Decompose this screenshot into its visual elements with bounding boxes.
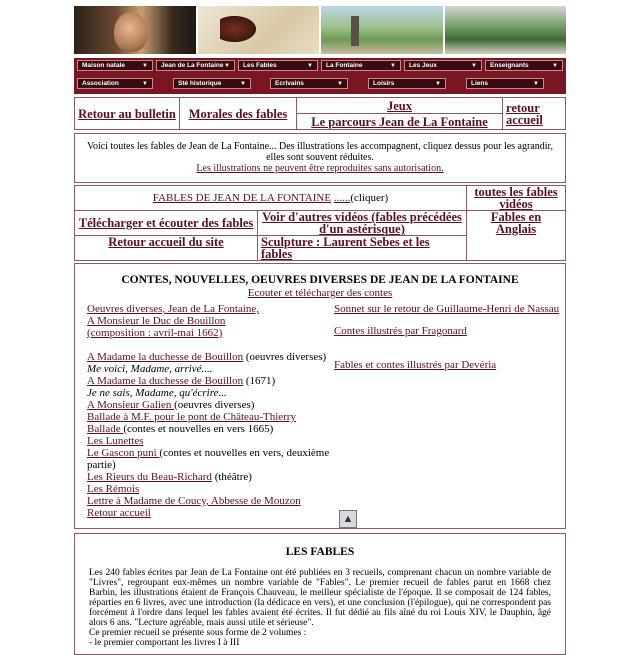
les-fables-line-2: Ce premier recueil se présente sous forme de 2 volumes : xyxy=(89,628,307,638)
header-photos xyxy=(74,6,566,54)
garden-image[interactable] xyxy=(321,6,443,54)
je-ne-sais-quote: Je ne sais, Madame, qu'écrire... xyxy=(87,387,227,399)
retour-accueil-contes-link[interactable]: Retour accueil xyxy=(87,507,151,519)
chevron-down-icon: ▼ xyxy=(142,80,148,87)
copyright-notice: Les illustrations ne peuvent être reproduites sans autorisation. xyxy=(196,163,444,174)
retour-accueil-link[interactable]: retour accueil xyxy=(506,100,543,127)
fables-links-table xyxy=(74,185,566,261)
menu-label: Ecrivains xyxy=(275,80,304,87)
menu-les-jeux[interactable] xyxy=(404,60,482,71)
menu-label: Jean de La Fontaine xyxy=(161,62,224,69)
dots-link[interactable]: ...... xyxy=(333,192,351,204)
galien-link[interactable]: A Monsieur Galien xyxy=(87,399,175,411)
portrait-image[interactable] xyxy=(74,6,196,54)
sonnet-nassau-link[interactable]: Sonnet sur le retour de Guillaume-Henri de Nassau xyxy=(333,303,560,315)
page xyxy=(74,6,566,655)
menu-label: Association xyxy=(82,80,119,87)
telecharger-link[interactable]: Télécharger et écouter des fables xyxy=(78,216,254,230)
duc-bouillon-link[interactable]: A Monsieur le Duc de Bouillon xyxy=(87,315,226,327)
duchesse-bouillon-link-2[interactable]: A Madame la duchesse de Bouillon xyxy=(87,375,244,387)
chevron-down-icon: ▼ xyxy=(533,80,539,87)
ballade-mf-link[interactable]: Ballade à M.F. pour le pont de Château-Thierry xyxy=(87,411,296,423)
videos-link[interactable]: toutes les fables vidéos xyxy=(474,185,558,211)
duchesse-bouillon-link-1[interactable]: A Madame la duchesse de Bouillon xyxy=(87,351,244,363)
chevron-down-icon: ▼ xyxy=(307,62,313,69)
menu-loisirs[interactable] xyxy=(368,78,446,89)
nav-bar xyxy=(74,58,566,94)
morales-des-fables-link[interactable]: Morales des fables xyxy=(188,106,288,121)
menu-enseignants[interactable] xyxy=(485,60,563,71)
les-fables-section xyxy=(74,533,566,655)
menu-jean-de-la-fontaine[interactable] xyxy=(156,60,235,71)
sculpture-link[interactable]: Sculpture : Laurent Sebes et les fables xyxy=(261,235,430,261)
menu-maison-natale[interactable] xyxy=(77,60,153,71)
duchesse-note-1: (oeuvres diverses) xyxy=(243,351,327,363)
les-fables-line-3: - le premier comportant les livres I à III xyxy=(89,638,240,648)
menu-la-fontaine[interactable] xyxy=(321,60,401,71)
lettre-coucy-link[interactable]: Lettre à Madame de Coucy, Abbesse de Mouzon xyxy=(87,495,301,507)
intro-text: Voici toutes les fables de Jean de La Fontaine... Des illustrations les accompagnent, cliquez dessus pour les agrandir, elles sont souvent réduites. xyxy=(87,141,553,163)
menu-les-fables[interactable] xyxy=(238,60,318,71)
chevron-down-icon: ▼ xyxy=(471,62,477,69)
menu-label: Maison natale xyxy=(82,62,125,69)
menu-label: Sté historique xyxy=(178,80,222,87)
menu-liens[interactable] xyxy=(466,78,544,89)
lunettes-link[interactable]: Les Lunettes xyxy=(87,435,144,447)
chevron-down-icon: ▼ xyxy=(337,80,343,87)
house-image[interactable] xyxy=(445,6,567,54)
contes-left-column xyxy=(87,303,334,519)
chevron-down-icon: ▼ xyxy=(224,62,230,69)
contes-section xyxy=(74,263,566,529)
les-fables-paragraph: Les 240 fables écrites par Jean de La Fontaine ont été publiées en 3 recueils, comprenant chacun un nombre variable de "Livres", regroupant eux-mêmes un nombre variable de "Fables". Le premier recueil de fables parut en 1668 chez Barbin, les illustrations étaient de François Chauveau, le meilleur spécialiste de l'époque. Il se composait de 124 fables, réparties en 6 livres, avec une introduction (la dédicace en vers), et une conclusion (l'épilogue), qui ne correspondent pas forcément à l'ordre dans lequel les fables avaient été écrites. Il fut dédié au fils aîné du roi Louis XIV, le Dauphin, âgé alors 6 ans. "Lecture agréable, mais aussi utile et sérieuse". xyxy=(89,568,551,628)
fable-illustration-image[interactable] xyxy=(198,6,320,54)
ballade-link[interactable]: Ballade xyxy=(87,423,124,435)
menu-ste-historique[interactable] xyxy=(173,78,251,89)
menu-label: Les Fables xyxy=(243,62,277,69)
chevron-down-icon: ▼ xyxy=(435,80,441,87)
top-links-table xyxy=(74,97,566,130)
fragonard-link[interactable]: Contes illustrés par Fragonard xyxy=(333,325,467,337)
chevron-down-icon: ▼ xyxy=(552,62,558,69)
gascon-note: (contes et nouvelles en vers, deuxième partie) xyxy=(87,447,330,471)
retour-accueil-site-link[interactable]: Retour accueil du site xyxy=(108,235,224,249)
menu-label: Liens xyxy=(471,80,488,87)
chevron-down-icon: ▼ xyxy=(240,80,246,87)
menu-label: Les Jeux xyxy=(409,62,437,69)
composition-link[interactable]: (composition : avril-mai 1662) xyxy=(87,327,223,339)
menu-ecrivains[interactable] xyxy=(270,78,348,89)
autres-videos-link[interactable]: Voir d'autres vidéos (fables précédées d'un astérisque) xyxy=(262,210,462,236)
rieurs-link[interactable]: Les Rieurs du Beau-Richard xyxy=(87,471,212,483)
intro-block xyxy=(74,133,566,183)
menu-association[interactable] xyxy=(77,78,153,89)
gascon-puni-link[interactable]: Le Gascon puni xyxy=(87,447,160,459)
arrow-up-icon: ▲ xyxy=(339,510,357,528)
menu-label: Enseignants xyxy=(490,62,529,69)
ecouter-contes-link[interactable]: Ecouter et télécharger des contes xyxy=(247,287,393,299)
galien-note: (oeuvres diverses) xyxy=(174,399,255,411)
rieurs-note: (théâtre) xyxy=(211,471,252,483)
remois-link[interactable]: Les Rémois xyxy=(87,483,140,495)
me-voici-quote: Me voici, Madame, arrivé.... xyxy=(87,363,213,375)
fables-main-link[interactable]: FABLES DE JEAN DE LA FONTAINE xyxy=(152,192,332,204)
contes-title: CONTES, NOUVELLES, OEUVRES DIVERSES DE JEAN DE LA FONTAINE xyxy=(121,274,519,286)
les-fables-title: LES FABLES xyxy=(285,546,355,558)
parcours-link[interactable]: Le parcours Jean de La Fontaine xyxy=(311,114,488,129)
contes-right-column xyxy=(334,303,565,519)
ballade-note: (contes et nouvelles en vers 1665) xyxy=(123,423,274,435)
menu-label: La Fontaine xyxy=(326,62,363,69)
chevron-down-icon: ▼ xyxy=(142,62,148,69)
jeux-link[interactable]: Jeux xyxy=(387,98,412,113)
menu-label: Loisirs xyxy=(373,80,395,87)
scroll-top-button[interactable] xyxy=(335,510,357,528)
cliquer-text: (cliquer) xyxy=(350,192,389,204)
chevron-down-icon: ▼ xyxy=(390,62,396,69)
fables-anglais-link[interactable]: Fables en Anglais xyxy=(490,210,542,236)
duchesse-note-2: (1671) xyxy=(243,375,276,387)
deveria-link[interactable]: Fables et contes illustrés par Devéria xyxy=(333,359,497,371)
oeuvres-diverses-link[interactable]: Oeuvres diverses, Jean de La Fontaine, xyxy=(87,303,259,315)
retour-bulletin-link[interactable]: Retour au bulletin xyxy=(78,106,176,121)
